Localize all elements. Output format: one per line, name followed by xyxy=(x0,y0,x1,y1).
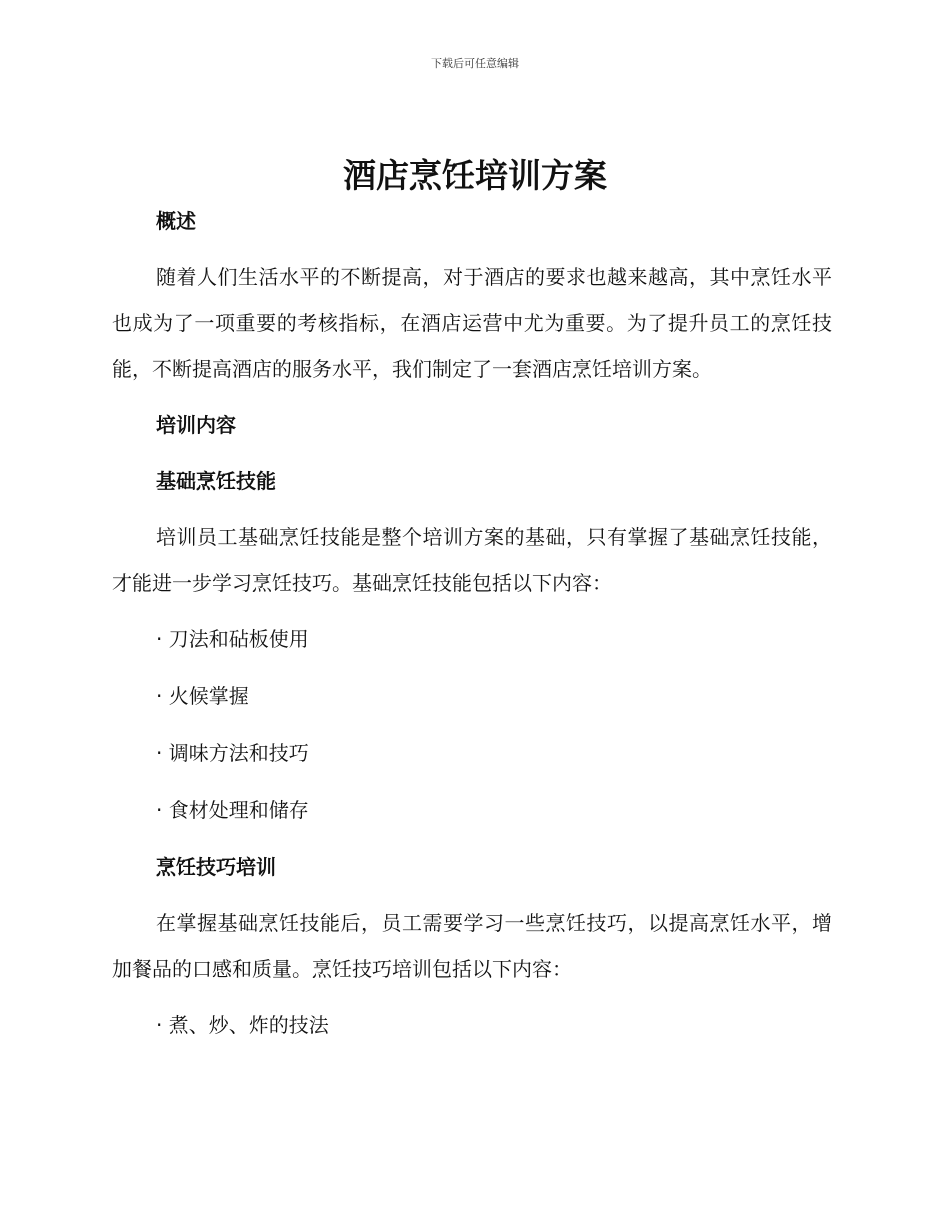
document-title: 酒店烹饪培训方案 xyxy=(343,156,607,195)
overview-heading: 概述 xyxy=(156,209,196,233)
basic-skills-paragraph: 培训员工基础烹饪技能是整个培训方案的基础，只有掌握了基础烹饪技能，才能进一步学习烹饪技巧。基础烹饪技能包括以下内容： xyxy=(112,525,832,595)
cooking-techniques-heading: 烹饪技巧培训 xyxy=(156,855,276,879)
cooking-techniques-paragraph: 在掌握基础烹饪技能后，员工需要学习一些烹饪技巧，以提高烹饪水平，增加餐品的口感和质量。烹饪技巧培训包括以下内容： xyxy=(112,911,832,981)
list-item: · 食材处理和储存 xyxy=(156,798,309,822)
list-item: · 刀法和砧板使用 xyxy=(156,627,309,651)
document-body xyxy=(112,198,832,1048)
page-header-note: 下载后可任意编辑 xyxy=(431,57,519,70)
basic-skills-heading: 基础烹饪技能 xyxy=(156,469,276,493)
list-item: · 煮、炒、炸的技法 xyxy=(156,1013,329,1037)
overview-paragraph: 随着人们生活水平的不断提高，对于酒店的要求也越来越高，其中烹饪水平也成为了一项重要的考核指标，在酒店运营中尤为重要。为了提升员工的烹饪技能，不断提高酒店的服务水平，我们制定了一套酒店烹饪培训方案。 xyxy=(112,265,832,381)
list-item: · 调味方法和技巧 xyxy=(156,741,309,765)
list-item: · 火候掌握 xyxy=(156,684,249,708)
training-content-heading: 培训内容 xyxy=(156,413,236,437)
